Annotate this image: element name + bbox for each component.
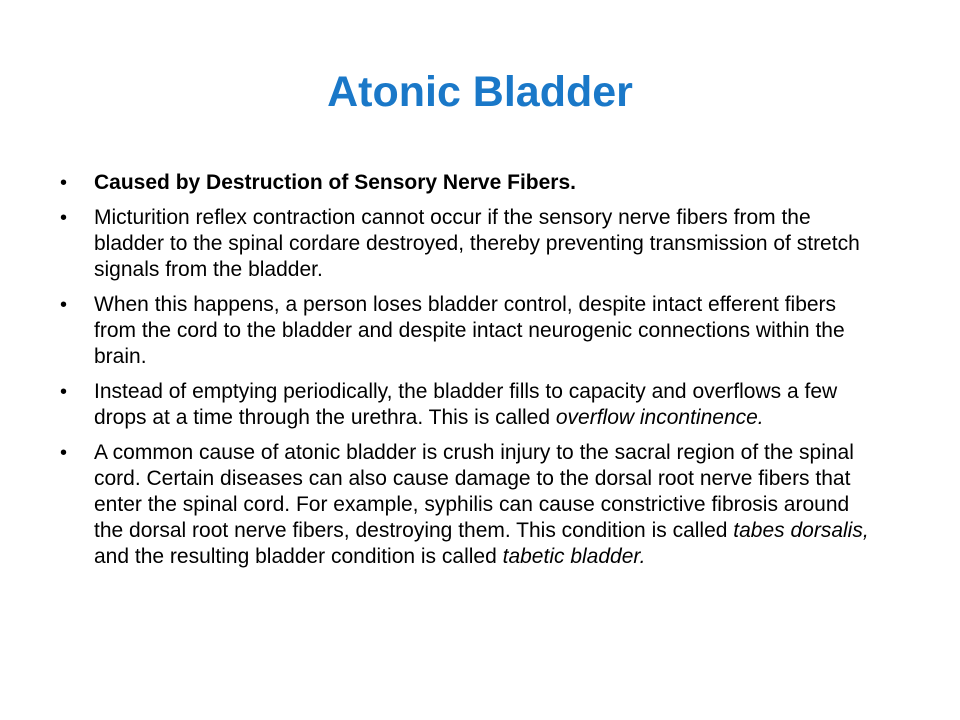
bullet-item <box>60 440 878 570</box>
bullet-list <box>60 170 878 579</box>
emphasis-term: tabes dorsalis, <box>733 519 869 542</box>
bullet-dot: • <box>60 381 68 403</box>
bullet-dot: • <box>60 294 68 316</box>
bullet-item <box>60 292 878 370</box>
bullet-item <box>60 170 878 196</box>
slide-title: Atonic Bladder <box>327 68 633 116</box>
emphasis-term: overflow incontinence. <box>555 406 764 429</box>
emphasis-term: tabetic bladder. <box>502 545 646 568</box>
bullet-dot: • <box>60 442 68 464</box>
bullet-dot: • <box>60 207 68 229</box>
bullet-text: When this happens, a person loses bladder control, despite intact efferent fibers from the cord to the bladder and despite intact neurogenic connections within the brain. <box>94 293 845 368</box>
bullet-item <box>60 205 878 283</box>
bullet-text: Instead of emptying periodically, the bladder fills to capacity and overflows a few drops at a time through the urethra. This is called <box>94 380 838 429</box>
bullet-item <box>60 379 878 431</box>
bullet-text: and the resulting bladder condition is called <box>94 545 503 568</box>
bullet-text: Micturition reflex contraction cannot occur if the sensory nerve fibers from the bladder to the spinal cordare destroyed, thereby preventing transmission of stretch signals from the bladder. <box>94 206 860 281</box>
bullet-text: A common cause of atonic bladder is crush injury to the sacral region of the spinal cord. Certain diseases can also cause damage to the dorsal root nerve fibers that enter the spinal cord. For example, syphilis can cause constrictive fibrosis around the dorsal root nerve fibers, destroying them. This condition is called <box>94 441 854 542</box>
bullet-text: Caused by Destruction of Sensory Nerve Fibers. <box>94 171 576 194</box>
bullet-dot: • <box>60 172 68 194</box>
